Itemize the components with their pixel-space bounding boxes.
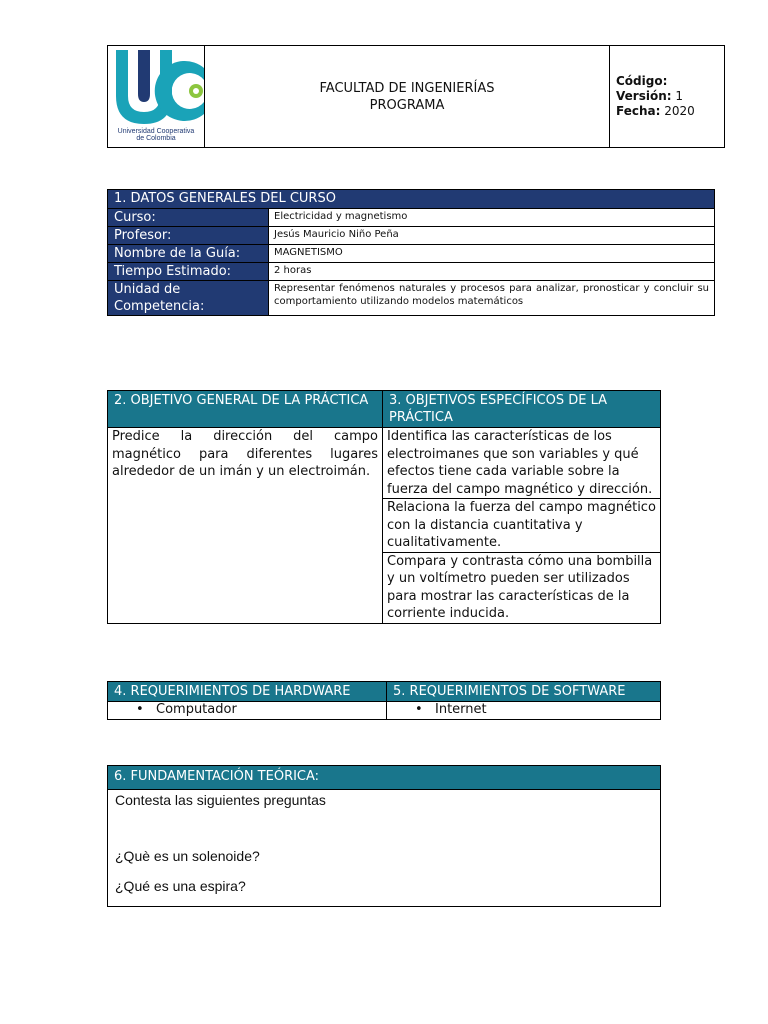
question-item: ¿Qué es una espira? xyxy=(115,878,246,894)
version-label: Versión: xyxy=(616,89,672,103)
codigo-label: Código: xyxy=(616,74,668,88)
header-title xyxy=(205,46,610,148)
document-header xyxy=(107,45,725,148)
hardware-item-label: Computador xyxy=(156,702,237,717)
fundamentacion-table xyxy=(107,765,661,907)
objetivos-table xyxy=(107,390,661,624)
datos-heading: 1. DATOS GENERALES DEL CURSO xyxy=(108,190,715,209)
guia-label: Nombre de la Guía: xyxy=(108,245,269,263)
competencia-label: Unidad de Competencia: xyxy=(108,281,269,316)
datos-generales-table xyxy=(107,189,715,316)
objetivo-general-heading: 2. OBJETIVO GENERAL DE LA PRÁCTICA xyxy=(108,391,383,428)
fundamentacion-intro: Contesta las siguientes preguntas xyxy=(115,792,326,808)
bullet-icon: • xyxy=(415,702,423,717)
logo-name-line1: Universidad Cooperativa xyxy=(117,128,195,135)
curso-label: Curso: xyxy=(108,209,269,227)
objetivos-especificos-heading: 3. OBJETIVOS ESPECÍFICOS DE LA PRÁCTICA xyxy=(383,391,661,428)
fundamentacion-body xyxy=(108,790,661,907)
version-value: 1 xyxy=(675,89,683,103)
program-title: PROGRAMA xyxy=(369,97,445,113)
faculty-title: FACULTAD DE INGENIERÍAS xyxy=(319,80,495,96)
software-list-item xyxy=(387,702,661,720)
fecha-value: 2020 xyxy=(664,104,695,118)
curso-value: Electricidad y magnetismo xyxy=(269,209,715,227)
software-item-label: Internet xyxy=(435,702,487,717)
ucc-logo-icon xyxy=(108,46,204,143)
document-meta xyxy=(610,46,725,148)
tiempo-label: Tiempo Estimado: xyxy=(108,263,269,281)
fecha-label: Fecha: xyxy=(616,104,661,118)
tiempo-value: 2 horas xyxy=(269,263,715,281)
logo-cell xyxy=(108,46,205,148)
requerimientos-table xyxy=(107,681,661,720)
fundamentacion-heading: 6. FUNDAMENTACIÓN TEÓRICA: xyxy=(108,766,661,790)
hardware-heading: 4. REQUERIMIENTOS DE HARDWARE xyxy=(108,682,387,702)
objetivo-especifico-item: Relaciona la fuerza del campo magnético con la distancia cuantitativa y cualitativamente. xyxy=(383,499,661,553)
software-heading: 5. REQUERIMIENTOS DE SOFTWARE xyxy=(387,682,661,702)
objetivo-especifico-item: Identifica las características de los electroimanes que son variables y qué efectos tiene cada variable sobre la fuerza del campo magnético y dirección. xyxy=(383,428,661,499)
logo-name-line2: de Colombia xyxy=(136,135,176,142)
bullet-icon: • xyxy=(136,702,144,717)
objetivo-general-text: Predice la dirección del campo magnético para diferentes lugares alrededor de un imán y un electroimán. xyxy=(108,428,383,624)
profesor-label: Profesor: xyxy=(108,227,269,245)
question-item: ¿Què es un solenoide? xyxy=(115,848,260,864)
objetivo-especifico-item: Compara y contrasta cómo una bombilla y un voltímetro pueden ser utilizados para mostrar las características de la corriente inducida. xyxy=(383,552,661,623)
competencia-value: Representar fenómenos naturales y procesos para analizar, pronosticar y concluir su comportamiento utilizando modelos matemáticos xyxy=(269,281,715,316)
hardware-list-item xyxy=(108,702,387,720)
profesor-value: Jesús Mauricio Niño Peña xyxy=(269,227,715,245)
guia-value: MAGNETISMO xyxy=(269,245,715,263)
